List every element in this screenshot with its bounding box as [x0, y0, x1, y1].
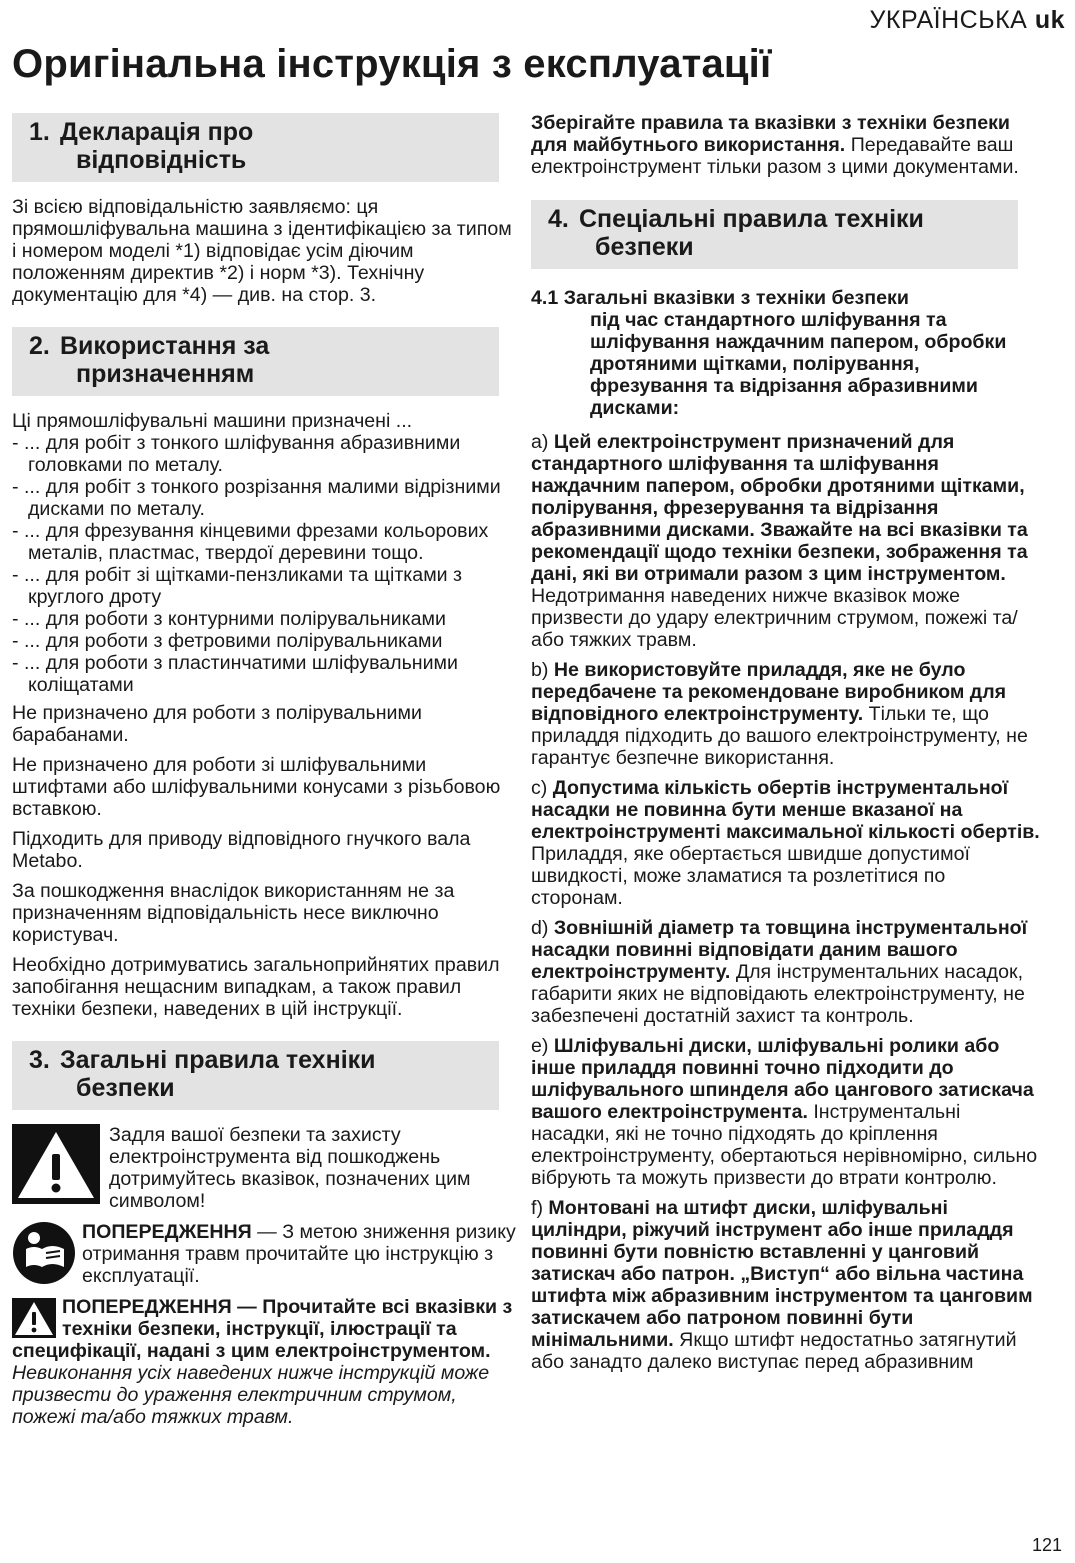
right-column: [531, 112, 1041, 1373]
section-3-heading: 3. Загальні правила техніки безпеки: [12, 1041, 499, 1110]
safety-item: d) Зовнішній діаметр та товщина інструментальної насадки повинні відповідати даним вашого електроінструменту. Для інструментальних насадок, габарити яких не відповідають електроінструменту, не забезпечені достатній захист та контроль.: [531, 917, 1028, 1027]
section-4-heading: 4. Спеціальні правила техніки безпеки: [531, 200, 1018, 269]
safety-item: b) Не використовуйте приладдя, яке не було передбачене та рекомендоване виробником для відповідного електроінструменту. Тільки те, що приладдя підходить до вашого електроінструменту, не гарантує безпечне використання.: [531, 659, 1028, 769]
section-1-heading: 1. Декларація про відповідність: [12, 113, 499, 182]
usage-paragraph: За пошкодження внаслідок використанням не за призначенням відповідальність несе виключно користувач.: [12, 880, 455, 946]
list-item: - ... для робіт зі щітками-пензликами та щітками з круглого дроту: [12, 564, 463, 608]
safety-item: a) Цей електроінструмент призначений для стандартного шліфування та шліфування наждачним папером, обробки дротяними щітками, полірування, фрезерування та відрізання абразивними дисками. Зважайте на всі вказівки та рекомендації щодо техніки безпеки, зображення та дані, які ви отримали разом з цим інструментом. Недотримання наведених нижче вказівок може призвести до удару електричним струмом, пожежі та/або тяжких травм.: [531, 431, 1028, 651]
usage-paragraph: Необхідно дотримуватись загальноприйнятих правил запобігання нещасним випадкам, а також правил техніки безпеки, наведених в цій інструкції.: [12, 954, 500, 1020]
read-manual-icon: [12, 1221, 76, 1285]
warning-triangle-icon: [12, 1124, 100, 1204]
usage-paragraph: Підходить для приводу відповідного гнучкого вала Metabo.: [12, 828, 471, 872]
safety-item: e) Шліфувальні диски, шліфувальні ролики або інше приладдя повинні точно підходити до шліфувального шпинделя або цангового затискача вашого електроінструмента. Інструментальні насадки, які не точно підходять до кріплення електроінструменту, обертаються нерівномірно, сильно вібрують та можуть призвести до втрати контролю.: [531, 1035, 1038, 1189]
left-column: [12, 113, 517, 1428]
usage-intro: Ці прямошліфувальні машини призначені ...: [12, 410, 413, 432]
language-label: УКРАЇНСЬКА uk: [869, 6, 1065, 34]
usage-list: [12, 432, 517, 696]
list-item: - ... для робіт з тонкого розрізання малими відрізними дисками по металу.: [12, 476, 501, 520]
keep-instructions: Зберігайте правила та вказівки з техніки безпеки для майбутнього використання. Передавайте ваш електроінструмент тільки разом з цими документами.: [531, 112, 1019, 178]
page-title: Оригінальна інструкція з експлуатації: [12, 42, 772, 86]
read-manual-warning: ПОПЕРЕДЖЕННЯ — З метою зниження ризику отримання травм прочитайте цю інструкцію з експлуатації.: [82, 1221, 516, 1287]
list-item: - ... для роботи з контурними полірувальниками: [12, 608, 446, 630]
safety-item: c) Допустима кількість обертів інструментальної насадки не повинна бути менше вказаної на електроінструменті максимальної кількості обертів. Приладдя, яке обертається швидше допустимої швидкості, може зламатися та розлетітися по сторонам.: [531, 777, 1040, 909]
declaration-text: Зі всією відповідальністю заявляємо: ця прямошліфувальна машина з ідентифікацією за типом і номером моделі *1) відповідає усім діючим положенням директив *2) і норм *3). Технічну документацію для *4) — див. на стор. 3.: [12, 196, 512, 306]
section-2-heading: 2. Використання за призначенням: [12, 327, 499, 396]
usage-paragraph: Не призначено для роботи з полірувальними барабанами.: [12, 702, 422, 746]
safety-item: f) Монтовані на штифт диски, шліфувальні циліндри, ріжучий інструмент або інше приладдя повинні бути повністю вставленні у цанговий затискач або патрон. „Виступ“ або вільна частина штифта між абразивним інструментом та цанговим затискачем або патроном повинні бути мінімальними. Якщо штифт недостатньо затягнутий або занадто далеко виступає перед абразивним: [531, 1197, 1033, 1373]
list-item: - ... для роботи з пластинчатими шліфувальними коліщатами: [12, 652, 458, 696]
list-item: - ... для роботи з фетровими полірувальниками: [12, 630, 443, 652]
safety-symbol-text: Задля вашої безпеки та захисту електроінструмента від пошкоджень дотримуйтесь вказівок, позначених цим символом!: [109, 1124, 471, 1212]
list-item: - ... для робіт з тонкого шліфування абразивними головками по металу.: [12, 432, 461, 476]
page-number: 121: [1031, 1535, 1062, 1555]
subsection-4-1-heading: 4.1 Загальні вказівки з техніки безпеки під час стандартного шліфування та шліфування наждачним папером, обробки дротяними щітками, полірування, фрезування та відрізання абразивними дисками:: [531, 287, 1007, 419]
general-warning: ПОПЕРЕДЖЕННЯ — Прочитайте всі вказівки з техніки безпеки, інструкції, ілюстрації та специфікації, надані з цим електроінструментом. Невиконання усіх наведених нижче інструкцій може призвести до ураження електричним струмом, пожежі та/або тяжких травм.: [12, 1296, 513, 1428]
usage-paragraph: Не призначено для роботи зі шліфувальними штифтами або шліфувальними конусами з різьбовою вставкою.: [12, 754, 501, 820]
list-item: - ... для фрезування кінцевими фрезами кольорових металів, пластмас, твердої деревини тощо.: [12, 520, 489, 564]
small-warning-triangle-icon: [12, 1298, 56, 1338]
